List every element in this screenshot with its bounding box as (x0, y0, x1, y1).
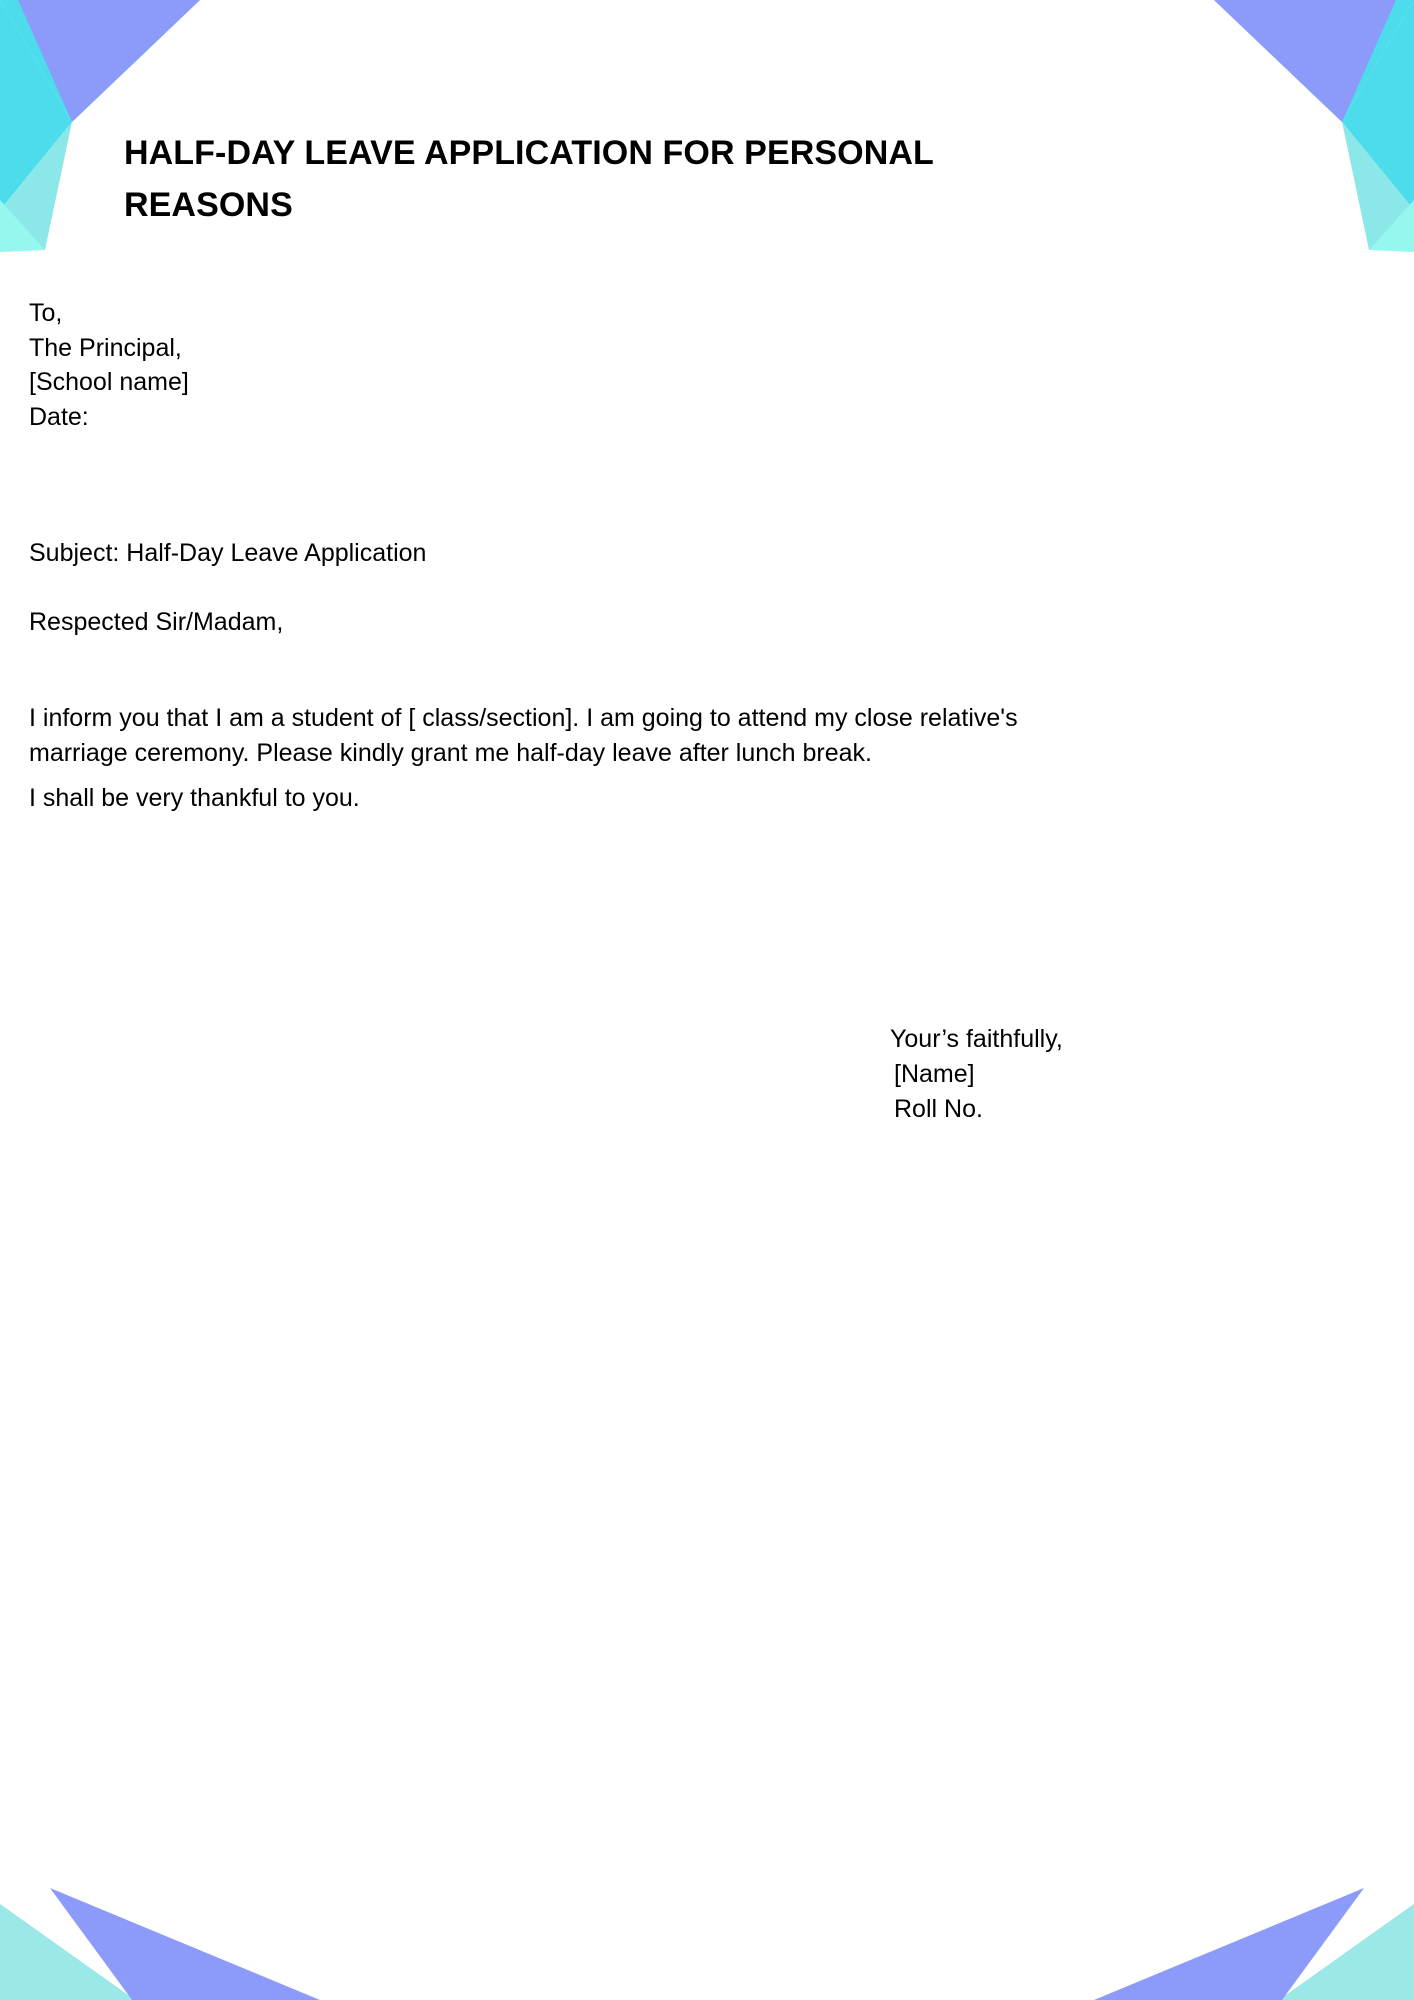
letter-date: Date: (29, 402, 89, 431)
signature-roll-no: Roll No. (894, 1095, 983, 1123)
shape-periwinkle-bl (50, 1888, 320, 2000)
signature-name: [Name] (894, 1060, 975, 1088)
closing-thanks-line: I shall be very thankful to you. (29, 784, 360, 812)
page-title: HALF-DAY LEAVE APPLICATION FOR PERSONAL REASONS (124, 134, 934, 224)
shape-periwinkle-tr (1214, 0, 1396, 122)
shape-cyan-tr-upper (1214, 0, 1414, 122)
shape-aqua-tl (0, 122, 72, 250)
shape-aqua-tr (1342, 122, 1414, 250)
recipient-institution: [School name] (29, 368, 189, 396)
shape-pale-cyan-br-fill (1279, 1904, 1414, 2000)
corner-decoration-bottom-left (0, 1820, 420, 2000)
signature-block (890, 1022, 1063, 1127)
shape-pale-cyan-bl-fill (0, 1904, 135, 2000)
corner-decoration-bottom-right (994, 1820, 1414, 2000)
shape-pale-cyan-bl (0, 1904, 135, 2000)
shape-pale-cyan-br (1279, 1904, 1414, 2000)
subject-line: Subject: Half-Day Leave Application (29, 539, 427, 567)
shape-mint-tl (0, 200, 45, 252)
shape-cyan-tl-upper (0, 0, 200, 122)
signature-valediction: Your’s faithfully, (890, 1025, 1063, 1053)
shape-cyan-tl-left (0, 0, 72, 210)
recipient-designation: The Principal, (29, 333, 182, 362)
corner-decoration-top-right (1184, 0, 1414, 260)
body-paragraph: I inform you that I am a student of [ class/section]. I am going to attend my close relative's marriage ceremony. Please kindly grant me half-day leave after lunch break. (29, 704, 1018, 767)
shape-periwinkle-br (1094, 1888, 1364, 2000)
shape-cyan-tr-right (1342, 0, 1414, 210)
recipient-address-block (29, 296, 189, 434)
shape-mint-tr (1369, 200, 1414, 252)
shape-periwinkle-tl (18, 0, 200, 122)
recipient-to: To, (29, 299, 63, 327)
salutation: Respected Sir/Madam, (29, 608, 284, 636)
